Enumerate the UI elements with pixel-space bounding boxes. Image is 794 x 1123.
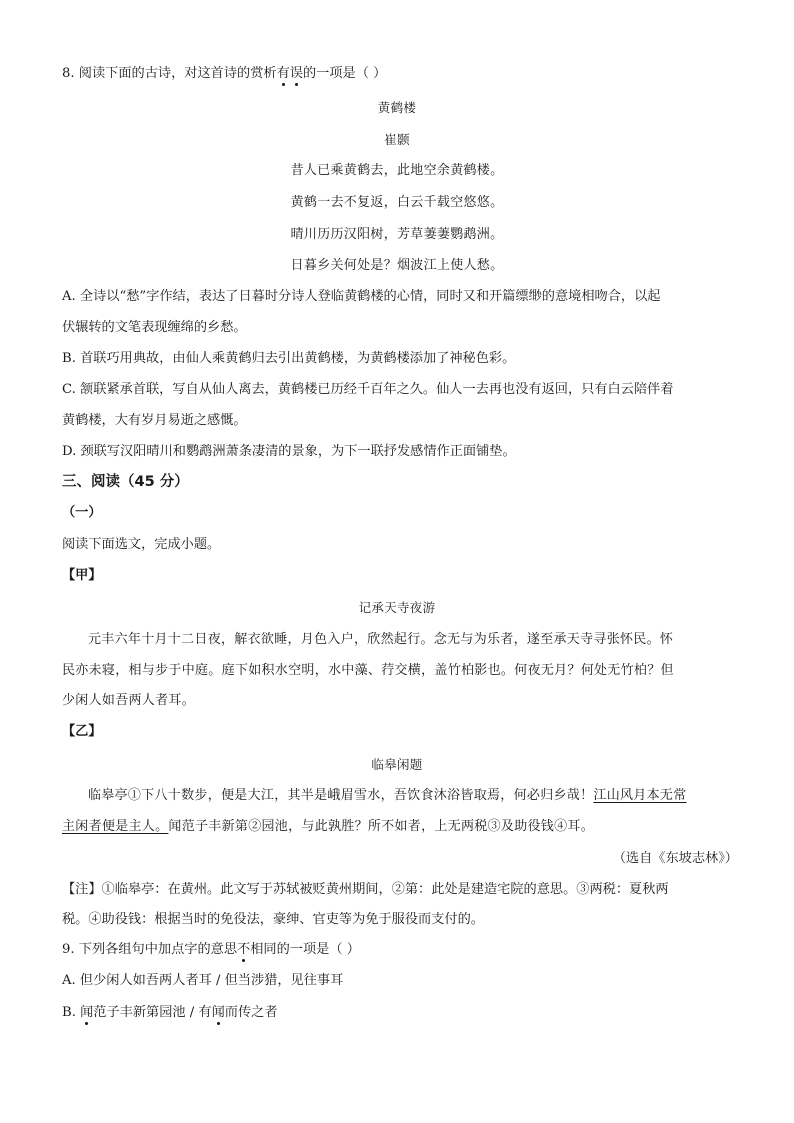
yi-text-underlined: 主闲者便是主人。: [62, 819, 169, 834]
q9-option-b-end: 而传之者: [224, 1005, 278, 1020]
instruction-text: 阅读下面选文，完成小题。: [62, 537, 221, 552]
q9-stem-text: 9. 下列各组句中加点字的意思: [62, 942, 238, 957]
jia-text-line: 民亦未寝，相与步于中庭。庭下如积水空明，水中藻、荇交横，盖竹柏影也。何夜无月？何处无竹柏？但: [62, 663, 674, 678]
q8-option-a: A. 全诗以“愁”字作结，表达了日暮时分诗人登临黄鹤楼的心情，同时又和开篇缥缈的意境相吻合，以起: [62, 289, 661, 304]
q9-option-b: [62, 1003, 738, 1023]
q8-stem-text: 8. 阅读下面的古诗，对这首诗的赏析: [62, 66, 277, 81]
emphasis-char: 误: [289, 66, 303, 81]
emphasis-char: 闻: [211, 1005, 225, 1020]
yi-label: 【乙】: [62, 724, 102, 739]
yi-text-underlined: 江山风月本无常: [593, 788, 687, 803]
poem-line: 昔人已乘黄鹤去，此地空余黄鹤楼。: [290, 163, 504, 178]
section-heading: 三、阅读（45 分）: [62, 474, 189, 490]
poem-title: 黄鹤楼: [377, 100, 417, 115]
jia-text-line: 少闲人如吾两人者耳。: [62, 693, 196, 708]
q8-option-c-cont: 黄鹤楼，大有岁月易逝之感慨。: [62, 413, 247, 428]
jia-title: 记承天寺夜游: [358, 600, 436, 615]
jia-text-line: 元丰六年十月十二日夜，解衣欲睡，月色入户，欣然起行。念无与为乐者，遂至承天寺寻张怀民。怀: [88, 632, 674, 647]
note-line-cont: 税。④助役钱：根据当时的免役法，豪绅、官吏等为免于服役而支付的。: [62, 912, 484, 927]
emphasis-char: 闻: [80, 1005, 94, 1020]
yi-title: 临皋闲题: [371, 757, 423, 772]
jia-label: 【甲】: [62, 568, 102, 583]
q9-stem-text-end: 相同的一项是（ ）: [250, 942, 360, 957]
q9-stem: [62, 940, 738, 960]
q8-stem-text-end: 的一项是（ ）: [302, 66, 387, 81]
poem-line: 日暮乡关何处是？烟波江上使人愁。: [290, 258, 504, 273]
emphasis-char: 有: [276, 66, 290, 81]
yi-text-plain: 闻范子丰新第②园池，与此孰胜？所不如者，上无两税③及助役钱④耳。: [168, 819, 595, 834]
q8-stem: [62, 64, 738, 84]
emphasis-char: 不: [237, 942, 251, 957]
q9-option-b-mid: 范子丰新第园池 / 有: [93, 1005, 212, 1020]
q8-option-a-cont: 伏辗转的文笔表现缠绵的乡愁。: [62, 320, 247, 335]
q8-option-b: B. 首联巧用典故，由仙人乘黄鹤归去引出黄鹤楼，为黄鹤楼添加了神秘色彩。: [62, 351, 516, 366]
source-citation: （选自《东坡志林》）: [612, 851, 738, 866]
yi-text-plain: 临皋亭①下八十数步，便是大江，其半是峨眉雪水，吾饮食沐浴皆取焉，何必归乡哉！: [88, 788, 594, 803]
note-line: 【注】①临皋亭：在黄州。此文写于苏轼被贬黄州期间，②第：此处是建造宅院的意思。③两税：夏秋两: [62, 882, 669, 897]
poem-line: 晴川历历汉阳树，芳草萋萋鹦鹉洲。: [290, 227, 504, 242]
q9-option-a: A. 但少闲人如吾两人者耳 / 但当涉猎，见往事耳: [62, 973, 344, 988]
q9-option-b-prefix: B.: [62, 1005, 81, 1020]
yi-text-line: [62, 786, 738, 806]
subsection-label: （一）: [62, 505, 102, 520]
poem-line: 黄鹤一去不复返，白云千载空悠悠。: [290, 195, 504, 210]
q8-option-d: D. 颈联写汉阳晴川和鹦鹉洲萧条凄清的景象，为下一联抒发感情作正面铺垫。: [62, 444, 516, 459]
poem-author: 崔颢: [384, 132, 410, 147]
yi-text-line: [62, 817, 738, 837]
q8-option-c: C. 颔联紧承首联，写自从仙人离去，黄鹤楼已历经千百年之久。仙人一去再也没有返回，只有白云陪伴着: [62, 382, 674, 397]
